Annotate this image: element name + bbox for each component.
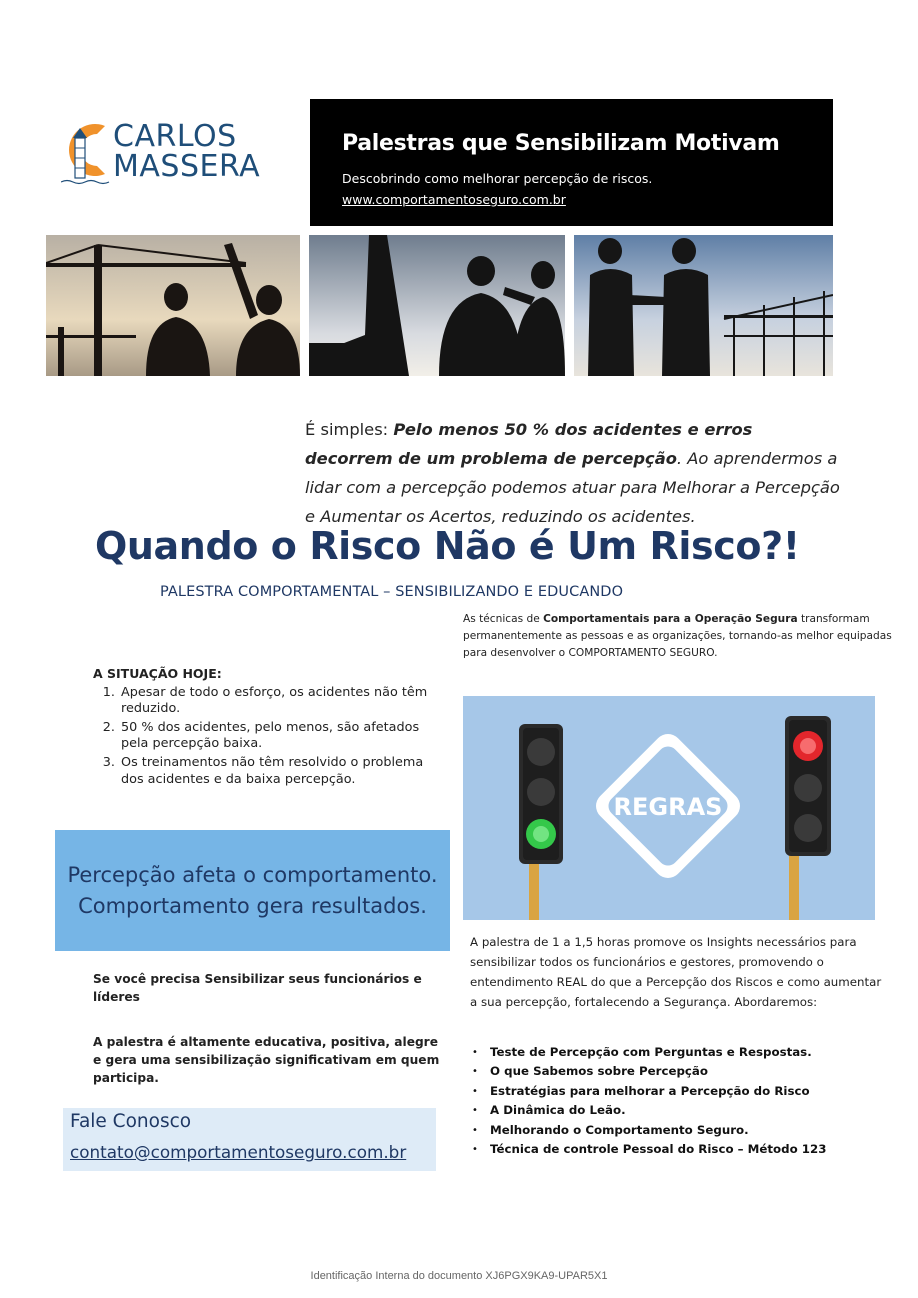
header-banner bbox=[310, 99, 833, 226]
document-id-footer: Identificação Interna do documento XJ6PGX9KA9-UPAR5X1 bbox=[310, 1270, 608, 1282]
intro-rest: . Ao aprendermos a lidar com a percepção podemos atuar para Melhorar a Percepção e Aumentar os Acertos, reduzindo os acidentes. bbox=[305, 449, 840, 526]
situation-section bbox=[93, 666, 443, 790]
list-item: • O que Sabemos sobre Percepção bbox=[470, 1062, 890, 1081]
situation-item: 3. Os treinamentos não têm resolvido o problema dos acidentes e da baixa percepção. bbox=[119, 755, 443, 788]
right-pole-icon bbox=[789, 846, 799, 920]
list-item: • A Dinâmica do Leão. bbox=[470, 1101, 890, 1120]
intro-bold: Pelo menos 50 % dos acidentes e erros decorrem de um problema de percepção bbox=[305, 420, 753, 468]
traffic-lights-regras-image bbox=[463, 696, 875, 920]
left-pole-icon bbox=[529, 856, 539, 920]
list-item: • Técnica de controle Pessoal do Risco – Método 123 bbox=[470, 1140, 890, 1159]
callout-line-2: Comportamento gera resultados. bbox=[78, 894, 427, 918]
sensitize-text: Se você precisa Sensibilizar seus funcionários e líderes bbox=[93, 972, 422, 1004]
techniques-bold: Comportamentais para a Operação Segura bbox=[543, 613, 798, 625]
logo-line-2: MASSERA bbox=[113, 149, 261, 184]
photo-handshake-silhouette bbox=[574, 235, 833, 376]
list-item: • Melhorando o Comportamento Seguro. bbox=[470, 1121, 890, 1140]
subtitle: PALESTRA COMPORTAMENTAL – SENSIBILIZANDO E EDUCANDO bbox=[160, 584, 624, 600]
contact-email-link[interactable]: contato@comportamentoseguro.com.br bbox=[70, 1142, 407, 1162]
lighthouse-logo-icon bbox=[61, 116, 115, 186]
techniques-post: transformam permanentemente as pessoas e as organizações, tornando-as melhor equipadas para desenvolver o COMPORTAMENTO SEGURO. bbox=[463, 613, 892, 660]
intro-paragraph bbox=[305, 415, 845, 531]
contact-label: Fale Conosco bbox=[70, 1111, 192, 1132]
topics-list bbox=[470, 1043, 890, 1159]
photo-cranes-silhouette bbox=[46, 235, 300, 376]
header-title: Palestras que Sensibilizam Motivam bbox=[342, 131, 780, 156]
situation-item: 1. Apesar de todo o esforço, os acidentes não têm reduzido. bbox=[119, 685, 443, 718]
perception-callout-box bbox=[55, 830, 450, 951]
techniques-paragraph bbox=[463, 611, 893, 663]
educative-text: A palestra é altamente educativa, positiva, alegre e gera uma sensibilização significativam em quem participa. bbox=[93, 1035, 440, 1085]
list-item: • Estratégias para melhorar a Percepção do Risco bbox=[470, 1082, 890, 1101]
list-item: • Teste de Percepção com Perguntas e Respostas. bbox=[470, 1043, 890, 1062]
situation-heading: A SITUAÇÃO HOJE: bbox=[93, 666, 222, 681]
palestra-description: A palestra de 1 a 1,5 horas promove os Insights necessários para sensibilizar todos os funcionários e gestores, promovendo o entendimento REAL do que a Percepção dos Riscos e como aumentar a sua percepção, fortalecendo a Segurança. Abordaremos: bbox=[470, 935, 882, 1009]
techniques-pre: As técnicas de bbox=[463, 613, 544, 625]
contact-box bbox=[63, 1108, 436, 1171]
header-subtitle: Descobrindo como melhorar percepção de riscos. bbox=[342, 171, 653, 186]
logo-line-1: CARLOS bbox=[113, 119, 237, 154]
logo bbox=[55, 112, 275, 192]
main-title: Quando o Risco Não é Um Risco?! bbox=[95, 524, 800, 568]
header-url-link[interactable]: www.comportamentoseguro.com.br bbox=[342, 192, 566, 207]
regras-sign-text: REGRAS bbox=[613, 793, 723, 821]
photo-workers-silhouette bbox=[309, 235, 565, 376]
intro-lead: É simples: bbox=[305, 420, 394, 439]
situation-item: 2. 50 % dos acidentes, pelo menos, são afetados pela percepção baixa. bbox=[119, 720, 443, 753]
callout-line-1: Percepção afeta o comportamento. bbox=[67, 863, 438, 887]
